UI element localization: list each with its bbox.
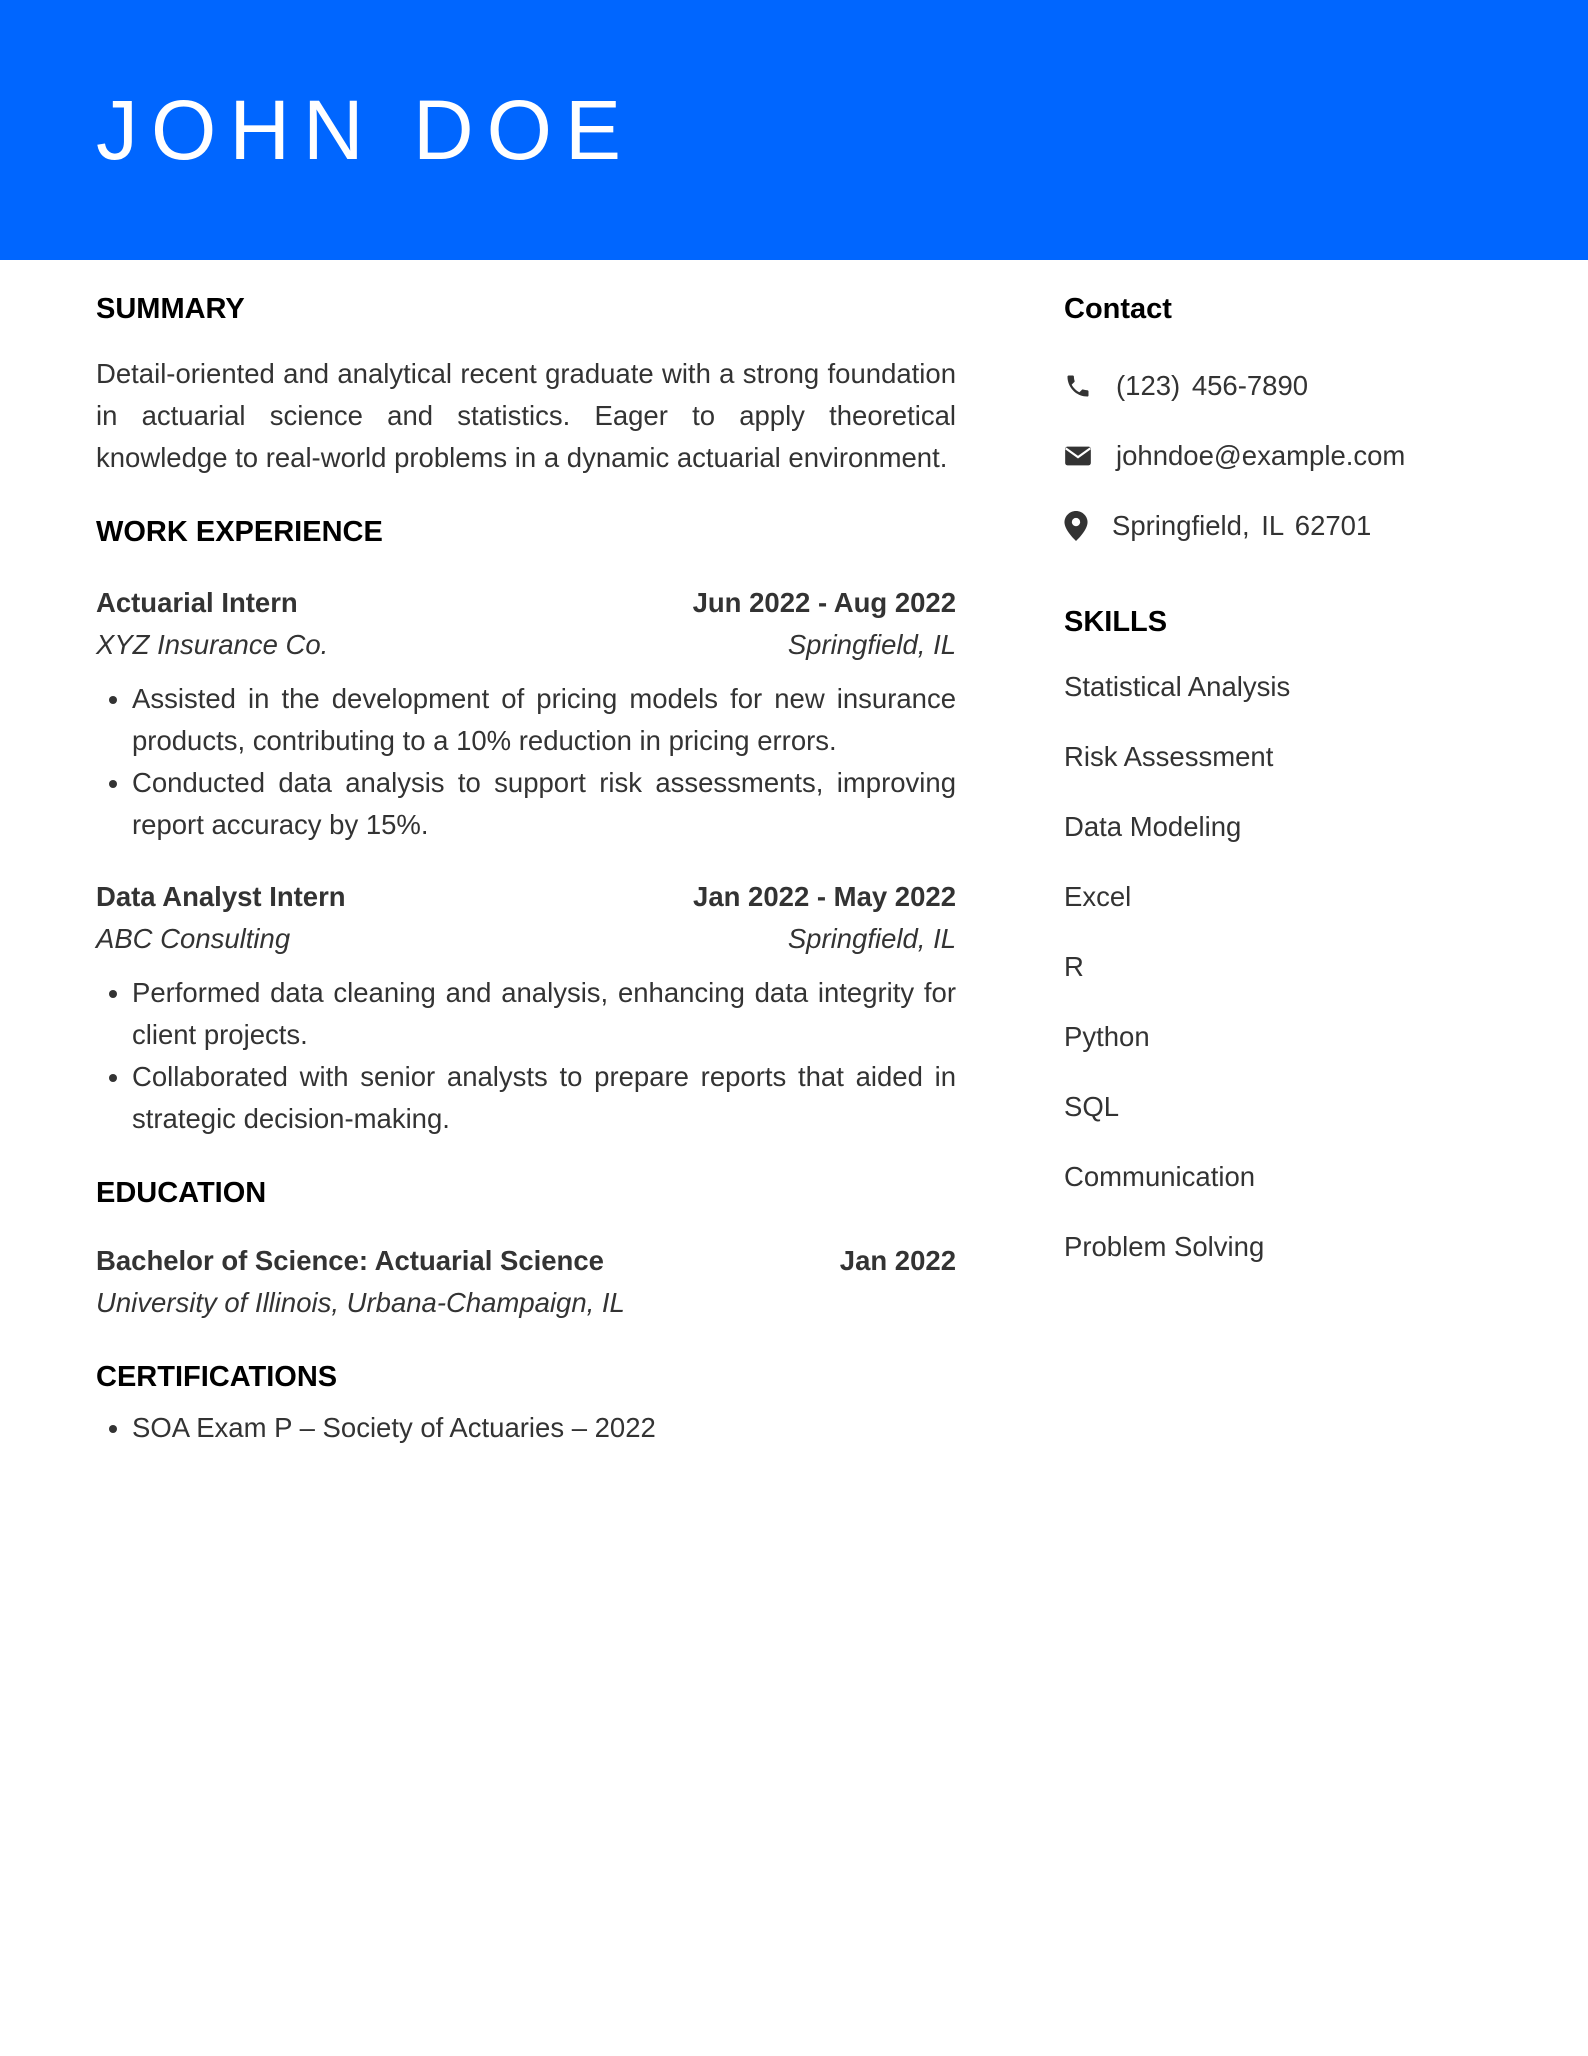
education-section <box>96 1176 956 1325</box>
certifications-section <box>96 1360 956 1449</box>
job-location: Springfield, IL <box>787 628 956 660</box>
job-bullets <box>96 678 956 846</box>
contact-title: Contact <box>1064 293 1172 325</box>
job-location: Springfield, IL <box>787 922 956 954</box>
map-pin-icon <box>1064 511 1094 541</box>
work-experience-section <box>96 515 956 1140</box>
skill-item: Communication <box>1064 1160 1256 1192</box>
phone-number: (123) 456-7890 <box>1116 369 1309 401</box>
job-bullets <box>96 972 956 1140</box>
skill-item: Statistical Analysis <box>1064 670 1291 702</box>
job-dates: Jun 2022 - Aug 2022 <box>692 586 956 618</box>
contact-phone <box>1064 365 1524 407</box>
job-dates: Jan 2022 - May 2022 <box>693 880 956 912</box>
job-company: ABC Consulting <box>96 922 291 954</box>
skill-item: Python <box>1064 1020 1150 1052</box>
school-name: University of Illinois, Urbana-Champaign, IL <box>96 1287 625 1319</box>
contact-email <box>1064 435 1524 477</box>
contact-location <box>1064 505 1524 547</box>
candidate-name: JOHN DOE <box>96 83 635 177</box>
location-text: Springfield, IL 62701 <box>1112 509 1372 541</box>
skill-item: SQL <box>1064 1090 1120 1122</box>
summary-text: Detail-oriented and analytical recent graduate with a strong foundation in actuarial science and statistics. Eager to apply theoretical knowledge to real-world problems in a dynamic actuarial environment. <box>96 357 956 473</box>
summary-title: SUMMARY <box>96 293 245 325</box>
skill-item: R <box>1064 950 1084 982</box>
skill-item: Risk Assessment <box>1064 740 1274 772</box>
envelope-icon <box>1064 441 1094 471</box>
summary-section <box>96 292 956 479</box>
skills-title: SKILLS <box>1064 605 1168 638</box>
skill-item: Data Modeling <box>1064 810 1242 842</box>
certification-item: • SOA Exam P – Society of Actuaries – 2022 <box>132 1407 956 1449</box>
main-column <box>96 292 956 1449</box>
skills-section <box>1064 605 1524 1268</box>
job-bullet: • Performed data cleaning and analysis, enhancing data integrity for client projects. <box>132 972 956 1056</box>
job-title: Actuarial Intern <box>96 586 298 618</box>
degree-title: Bachelor of Science: Actuarial Science <box>96 1245 604 1277</box>
sidebar-column <box>1064 292 1524 1296</box>
certifications-list <box>96 1407 956 1449</box>
phone-icon <box>1064 371 1094 401</box>
work-experience-title: WORK EXPERIENCE <box>96 515 383 548</box>
job-bullet: • Collaborated with senior analysts to prepare reports that aided in strategic decision-making. <box>132 1056 956 1140</box>
skill-item: Problem Solving <box>1064 1230 1265 1262</box>
contact-section <box>1064 292 1524 547</box>
job-company: XYZ Insurance Co. <box>96 628 329 660</box>
header-banner <box>0 0 1588 260</box>
education-title: EDUCATION <box>96 1176 267 1209</box>
job-entry <box>96 582 956 846</box>
degree-date: Jan 2022 <box>839 1245 956 1277</box>
email-address: johndoe@example.com <box>1116 439 1406 471</box>
job-bullet: • Conducted data analysis to support risk assessments, improving report accuracy by 15%. <box>132 762 956 846</box>
skill-item: Excel <box>1064 880 1132 912</box>
certifications-title: CERTIFICATIONS <box>96 1361 338 1394</box>
job-bullet: • Assisted in the development of pricing models for new insurance products, contributing to a 10% reduction in pricing errors. <box>132 678 956 762</box>
job-entry <box>96 876 956 1140</box>
skills-list <box>1064 666 1524 1268</box>
job-title: Data Analyst Intern <box>96 880 346 912</box>
education-entry <box>96 1240 956 1324</box>
